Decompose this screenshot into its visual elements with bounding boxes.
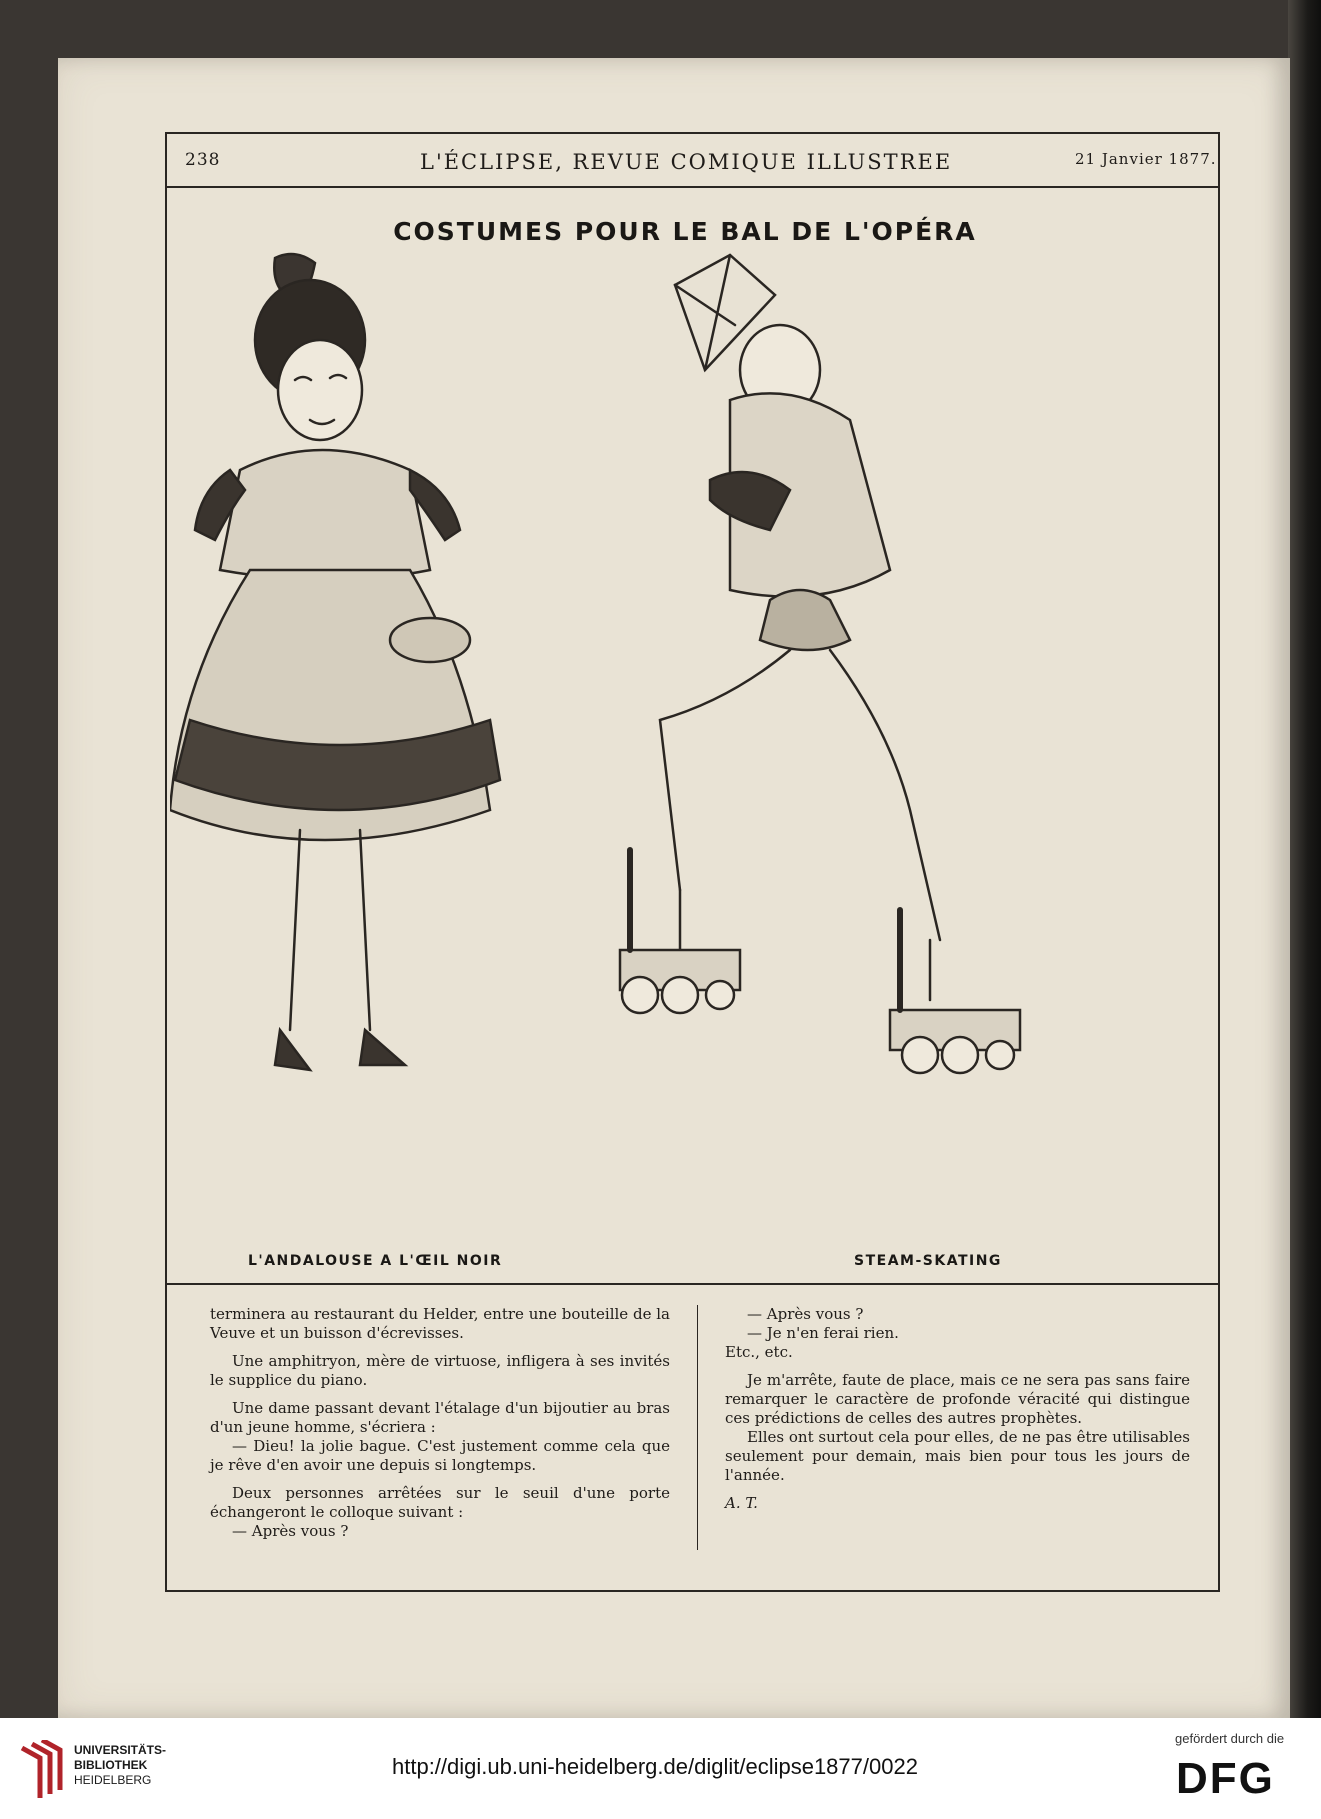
column-divider — [697, 1305, 698, 1550]
caricature-illustration — [170, 250, 1215, 1250]
right-text-column — [725, 1305, 1190, 1522]
header-rule — [165, 186, 1220, 188]
paragraph: — Après vous ? — [747, 1305, 864, 1323]
journal-title: L'ÉCLIPSE, REVUE COMIQUE ILLUSTREE — [420, 150, 953, 174]
page-number: 238 — [185, 150, 221, 170]
library-name — [74, 1743, 166, 1788]
page-title: COSTUMES POUR LE BAL DE L'OPÉRA — [393, 217, 977, 246]
paragraph: — Je n'en ferai rien. — [747, 1324, 899, 1342]
paragraph: — Dieu! la jolie bague. C'est justement comme cela que je rêve d'en avoir une depuis si longtemps. — [210, 1437, 670, 1474]
paragraph: Etc., etc. — [725, 1343, 793, 1361]
caption-andalouse: L'ANDALOUSE A L'ŒIL NOIR — [248, 1253, 503, 1269]
paragraph: Une amphitryon, mère de virtuose, infligera à ses invités le supplice du piano. — [210, 1352, 670, 1389]
caption-steam-skating: STEAM-SKATING — [854, 1253, 1002, 1269]
paragraph: terminera au restaurant du Helder, entre une bouteille de la Veuve et un buisson d'écrevisses. — [210, 1305, 670, 1342]
paragraph: Deux personnes arrêtées sur le seuil d'une porte échangeront le colloque suivant : — [210, 1484, 670, 1521]
signature: A. T. — [725, 1494, 758, 1512]
library-name-line: BIBLIOTHEK — [74, 1758, 148, 1772]
paragraph: Une dame passant devant l'étalage d'un bijoutier au bras d'un jeune homme, s'écriera : — [210, 1399, 670, 1436]
library-name-line: HEIDELBERG — [74, 1773, 152, 1787]
caption-rule — [165, 1283, 1220, 1285]
steam-skater-figure — [620, 255, 1020, 1073]
funding-note: gefördert durch die — [1175, 1731, 1285, 1746]
dfg-logo: DFG — [1176, 1754, 1275, 1803]
paragraph: Je m'arrête, faute de place, mais ce ne sera pas sans faire remarquer le caractère de profonde véracité qui distingue ces prédictions de celles des autres prophètes. — [725, 1371, 1190, 1427]
issue-date: 21 Janvier 1877. — [1075, 150, 1217, 168]
left-text-column — [210, 1305, 670, 1550]
university-library-logo-icon — [18, 1740, 64, 1800]
paragraph: Elles ont surtout cela pour elles, de ne pas être utilisables seulement pour demain, mais bien pour tous les jours de l'année. — [725, 1428, 1190, 1484]
andalouse-figure — [170, 254, 500, 1070]
paragraph: — Après vous ? — [232, 1522, 349, 1540]
library-name-line: UNIVERSITÄTS- — [74, 1743, 167, 1757]
permalink-url[interactable]: http://digi.ub.uni-heidelberg.de/diglit/eclipse1877/0022 — [392, 1754, 918, 1779]
book-spine — [1288, 0, 1321, 1718]
